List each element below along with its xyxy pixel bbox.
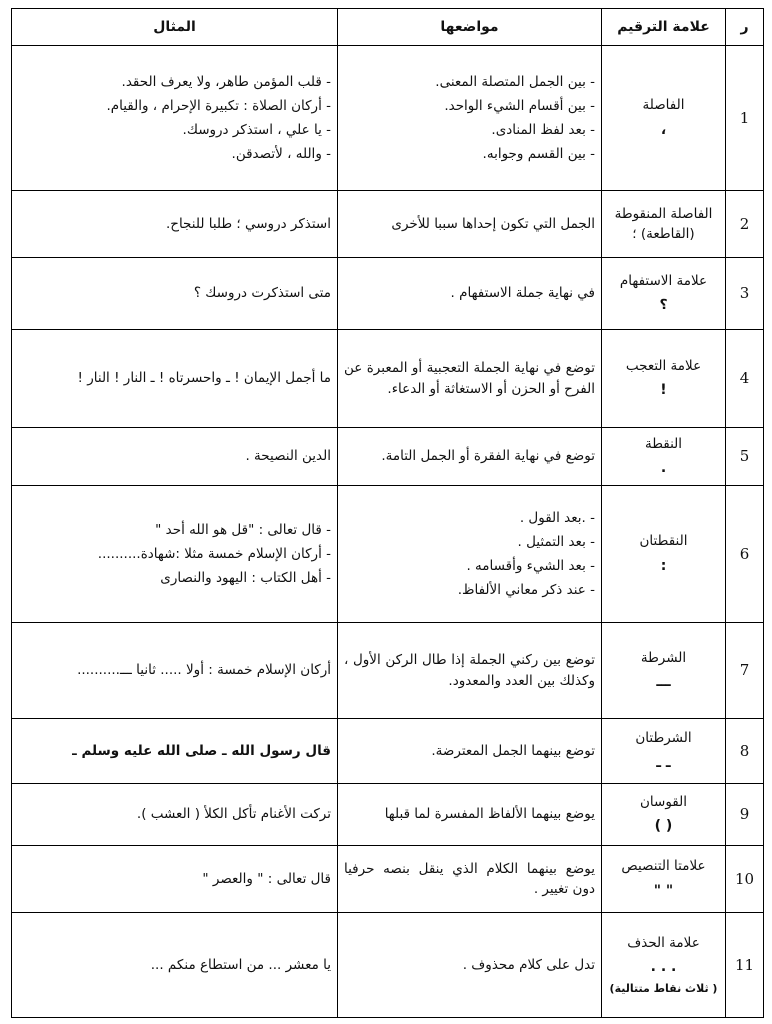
row-number: 1 [726, 46, 764, 191]
row-number: 8 [726, 719, 764, 784]
mark-cell [602, 784, 726, 846]
place-item: - بعد الشيء وأقسامه . [466, 558, 595, 574]
mark-symbol: ! [660, 382, 667, 399]
mark-name: علامة الحذف [627, 934, 700, 951]
example-item: - قال تعالى : "قل هو الله أحد " [155, 521, 331, 538]
table-row [12, 846, 764, 913]
place-item: - بين القسم وجوابه. [482, 146, 595, 163]
places-cell: يوضع بينهما الكلام الذي ينقل بنصه حرفيا دون تغيير . [338, 846, 602, 913]
mark-note: ( ثلاث نقاط متتالية) [609, 981, 718, 995]
header-num: ر [726, 9, 764, 46]
place-item: - بعد لفظ المنادى. [491, 122, 595, 138]
example-item: - أركان الإسلام خمسة مثلا :شهادة.......... [97, 545, 331, 562]
row-number: 10 [726, 846, 764, 913]
mark-name: علامة الاستفهام [619, 272, 708, 289]
mark-cell [602, 46, 726, 191]
mark-cell [602, 486, 726, 623]
mark-name: علامة التعجب [625, 357, 702, 374]
mark-symbol: ؟ [659, 297, 668, 314]
place-item: - بين الجمل المتصلة المعنى. [435, 73, 595, 90]
places-cell: توضع في نهاية الفقرة أو الجمل التامة. [338, 428, 602, 486]
mark-name: الشرطة [640, 649, 687, 666]
places-cell: تدل على كلام محذوف . [338, 913, 602, 1018]
example-cell: استذكر دروسي ؛ طلبا للنجاح. [12, 191, 338, 258]
example-cell: أركان الإسلام خمسة : أولا ..... ثانيا ـــ.......... [12, 623, 338, 719]
places-cell [338, 46, 602, 191]
example-item: - يا علي ، استذكر دروسك. [182, 122, 331, 138]
example-cell: قال رسول الله ـ صلى الله عليه وسلم ـ [12, 719, 338, 784]
table-row [12, 784, 764, 846]
row-number: 6 [726, 486, 764, 623]
mark-cell [602, 846, 726, 913]
row-number: 3 [726, 258, 764, 330]
mark-cell [602, 330, 726, 428]
table-row [12, 428, 764, 486]
example-cell: يا معشر ... من استطاع منكم ... [12, 913, 338, 1018]
mark-symbol: . . . [650, 958, 677, 975]
table-row [12, 46, 764, 191]
table-row [12, 258, 764, 330]
mark-symbol: . [660, 460, 667, 477]
mark-cell [602, 428, 726, 486]
mark-name: النقطتان [639, 533, 688, 550]
header-places: مواضعها [338, 9, 602, 46]
table-row [12, 486, 764, 623]
table-row [12, 719, 764, 784]
mark-name: القوسان [639, 793, 687, 810]
mark-symbol: ( ) [654, 818, 673, 835]
mark-cell [602, 719, 726, 784]
header-row [12, 9, 764, 46]
mark-name: الفاصلة [642, 97, 685, 114]
places-cell: يوضع بينهما الألفاظ المفسرة لما قبلها [338, 784, 602, 846]
place-item: - .بعد القول . [519, 509, 595, 526]
row-number: 11 [726, 913, 764, 1018]
table-row [12, 330, 764, 428]
mark-symbol: ، [660, 121, 667, 138]
row-number: 7 [726, 623, 764, 719]
mark-symbol: " " [653, 882, 674, 899]
example-item: - أهل الكتاب : اليهود والنصارى [160, 570, 331, 587]
mark-cell [602, 623, 726, 719]
mark-name-alt: (القاطعة) ؛ [632, 226, 695, 242]
example-cell: متى استذكرت دروسك ؟ [12, 258, 338, 330]
example-cell: قال تعالى : " والعصر " [12, 846, 338, 913]
row-number: 4 [726, 330, 764, 428]
places-cell: توضع بين ركني الجملة إذا طال الركن الأول ، وكذلك بين العدد والمعدود. [338, 623, 602, 719]
places-cell: توضع بينهما الجمل المعترضة. [338, 719, 602, 784]
table-row [12, 191, 764, 258]
mark-name: علامتا التنصيص [621, 858, 706, 875]
example-item: - والله ، لأتصدقن. [231, 146, 331, 163]
mark-symbol: ـــ [656, 674, 671, 691]
mark-cell [602, 913, 726, 1018]
example-cell: تركت الأغنام تأكل الكلأ ( العشب ). [12, 784, 338, 846]
example-cell [12, 46, 338, 191]
mark-symbol: : [660, 557, 667, 574]
mark-name: الفاصلة المنقوطة [614, 205, 713, 222]
places-cell: في نهاية جملة الاستفهام . [338, 258, 602, 330]
row-number: 2 [726, 191, 764, 258]
header-example: المثال [12, 9, 338, 46]
places-cell [338, 486, 602, 623]
example-cell [12, 486, 338, 623]
mark-name: النقطة [644, 435, 683, 452]
punctuation-table [11, 8, 764, 1018]
place-item: - بين أقسام الشيء الواحد. [444, 97, 595, 114]
row-number: 9 [726, 784, 764, 846]
example-item: - أركان الصلاة : تكبيرة الإحرام ، والقيام. [106, 97, 331, 114]
place-item: - بعد التمثيل . [517, 533, 595, 550]
places-cell: الجمل التي تكون إحداها سببا للأخرى [338, 191, 602, 258]
example-cell: ما أجمل الإيمان ! ـ واحسرتاه ! ـ النار ! النار ! [12, 330, 338, 428]
example-cell: الدين النصيحة . [12, 428, 338, 486]
mark-symbol: ـ ـ [656, 754, 671, 771]
mark-name: الشرطتان [635, 730, 692, 747]
table-row [12, 623, 764, 719]
mark-cell [602, 258, 726, 330]
mark-cell [602, 191, 726, 258]
table-row [12, 913, 764, 1018]
row-number: 5 [726, 428, 764, 486]
example-item: - قلب المؤمن طاهر، ولا يعرف الحقد. [121, 73, 331, 90]
header-mark: علامة الترقيم [602, 9, 726, 46]
places-cell: توضع في نهاية الجملة التعجبية أو المعبرة عن الفرح أو الحزن أو الاستغاثة أو الدعاء. [338, 330, 602, 428]
place-item: - عند ذكر معاني الألفاظ. [457, 582, 595, 599]
